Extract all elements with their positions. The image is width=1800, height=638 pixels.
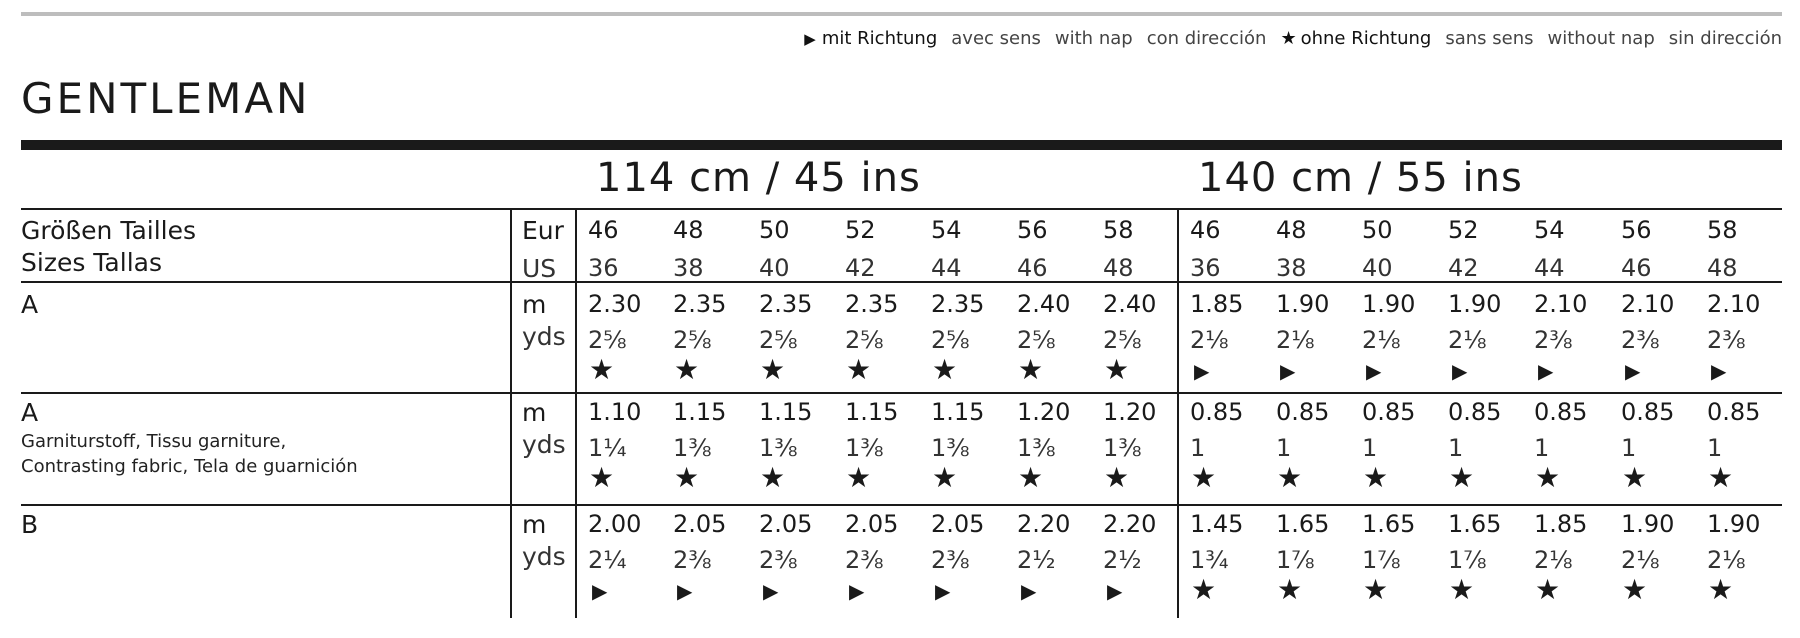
yards-value: 1⅜: [931, 434, 970, 462]
without-nap-star-icon: ★: [589, 461, 615, 494]
legend-nonap-en: without nap: [1547, 27, 1655, 49]
meters-value: 0.85: [1276, 398, 1330, 426]
yards-value: 2½: [1017, 546, 1056, 574]
yards-value: 1¼: [588, 434, 627, 462]
meters-value: 0.85: [1190, 398, 1244, 426]
yards-value: 1⅞: [1448, 546, 1487, 574]
with-nap-triangle-icon: ▶: [1107, 579, 1123, 603]
size-us: 42: [1448, 254, 1479, 282]
view-label: B: [21, 510, 39, 539]
with-nap-triangle-icon: ▶: [849, 579, 865, 603]
yards-value: 2⅜: [1534, 326, 1573, 354]
with-nap-triangle-icon: ▶: [1280, 359, 1296, 383]
unit-m: m: [522, 290, 547, 319]
view-description: Garniturstoff, Tissu garniture,: [21, 431, 287, 452]
yards-value: 1⅜: [759, 434, 798, 462]
meters-value: 0.85: [1448, 398, 1502, 426]
triangle-icon: ▶: [804, 29, 816, 48]
legend-nap: [804, 28, 937, 49]
meters-value: 2.20: [1103, 510, 1157, 538]
without-nap-star-icon: ★: [932, 353, 958, 386]
without-nap-star-icon: ★: [1018, 461, 1044, 494]
yards-value: 2⅝: [931, 326, 970, 354]
yards-value: 1⅜: [673, 434, 712, 462]
legend-nonap-es: sin dirección: [1668, 27, 1782, 49]
legend-nonap-label: ohne Richtung: [1300, 27, 1432, 49]
yards-value: 2½: [1103, 546, 1142, 574]
yards-value: 1¾: [1190, 546, 1229, 574]
without-nap-star-icon: ★: [760, 461, 786, 494]
meters-value: 1.65: [1276, 510, 1330, 538]
width-label-140: 140 cm / 55 ins: [1198, 155, 1523, 201]
meters-value: 1.20: [1103, 398, 1157, 426]
meters-value: 1.65: [1448, 510, 1502, 538]
yards-value: 2⅛: [1707, 546, 1746, 574]
meters-value: 2.10: [1534, 290, 1588, 318]
us-label: US: [522, 254, 557, 283]
meters-value: 2.30: [588, 290, 642, 318]
without-nap-star-icon: ★: [1535, 573, 1561, 606]
size-eur: 50: [759, 216, 790, 244]
sizes-label-line2: Sizes Tallas: [21, 248, 162, 277]
yards-value: 2⅝: [673, 326, 712, 354]
size-eur: 48: [1276, 216, 1307, 244]
size-eur: 52: [845, 216, 876, 244]
size-us: 38: [1276, 254, 1307, 282]
yards-value: 2⅜: [1707, 326, 1746, 354]
size-us: 40: [759, 254, 790, 282]
meters-value: 1.90: [1276, 290, 1330, 318]
meters-value: 0.85: [1362, 398, 1416, 426]
width-label-114: 114 cm / 45 ins: [596, 155, 921, 201]
without-nap-star-icon: ★: [589, 353, 615, 386]
meters-value: 1.85: [1534, 510, 1588, 538]
meters-value: 2.05: [931, 510, 985, 538]
without-nap-star-icon: ★: [1363, 573, 1389, 606]
yards-value: 1⅜: [1103, 434, 1142, 462]
without-nap-star-icon: ★: [1449, 573, 1475, 606]
meters-value: 2.35: [931, 290, 985, 318]
size-eur: 54: [931, 216, 962, 244]
without-nap-star-icon: ★: [1104, 461, 1130, 494]
meters-value: 2.40: [1017, 290, 1071, 318]
meters-value: 0.85: [1707, 398, 1761, 426]
size-eur: 48: [673, 216, 704, 244]
star-icon: ★: [1280, 27, 1297, 49]
yards-value: 2⅛: [1190, 326, 1229, 354]
without-nap-star-icon: ★: [674, 461, 700, 494]
yards-value: 2⅛: [1362, 326, 1401, 354]
with-nap-triangle-icon: ▶: [677, 579, 693, 603]
without-nap-star-icon: ★: [1018, 353, 1044, 386]
meters-value: 1.90: [1707, 510, 1761, 538]
meters-value: 1.20: [1017, 398, 1071, 426]
size-us: 44: [1534, 254, 1565, 282]
view-label: A: [21, 398, 39, 427]
eur-label: Eur: [522, 216, 564, 245]
size-us: 46: [1621, 254, 1652, 282]
yards-value: 2⅜: [673, 546, 712, 574]
meters-value: 1.10: [588, 398, 642, 426]
view-label: A: [21, 290, 39, 319]
without-nap-star-icon: ★: [1191, 573, 1217, 606]
without-nap-star-icon: ★: [1277, 461, 1303, 494]
legend-nonap-fr: sans sens: [1445, 27, 1534, 49]
size-us: 36: [1190, 254, 1221, 282]
without-nap-star-icon: ★: [674, 353, 700, 386]
meters-value: 2.10: [1621, 290, 1675, 318]
nap-legend: [804, 24, 1782, 52]
with-nap-triangle-icon: ▶: [1625, 359, 1641, 383]
yards-value: 2⅝: [1017, 326, 1056, 354]
without-nap-star-icon: ★: [760, 353, 786, 386]
without-nap-star-icon: ★: [1622, 573, 1648, 606]
meters-value: 1.15: [845, 398, 899, 426]
size-eur: 50: [1362, 216, 1393, 244]
yards-value: 2¼: [588, 546, 627, 574]
meters-value: 1.15: [931, 398, 985, 426]
yards-value: 1⅜: [1017, 434, 1056, 462]
yards-value: 2⅜: [845, 546, 884, 574]
meters-value: 2.00: [588, 510, 642, 538]
unit-column-divider: [510, 208, 512, 618]
with-nap-triangle-icon: ▶: [1194, 359, 1210, 383]
size-eur: 46: [1190, 216, 1221, 244]
with-nap-triangle-icon: ▶: [1538, 359, 1554, 383]
yards-value: 2⅛: [1534, 546, 1573, 574]
yards-value: 2⅝: [845, 326, 884, 354]
yards-value: 2⅝: [588, 326, 627, 354]
size-eur: 54: [1534, 216, 1565, 244]
meters-value: 2.40: [1103, 290, 1157, 318]
meters-value: 2.05: [845, 510, 899, 538]
yards-value: 2⅛: [1276, 326, 1315, 354]
yards-value: 1⅜: [845, 434, 884, 462]
without-nap-star-icon: ★: [1622, 461, 1648, 494]
yards-value: 1⅞: [1276, 546, 1315, 574]
size-eur: 52: [1448, 216, 1479, 244]
meters-value: 1.15: [673, 398, 727, 426]
meters-value: 1.15: [759, 398, 813, 426]
with-nap-triangle-icon: ▶: [592, 579, 608, 603]
yards-value: 1: [1190, 434, 1206, 462]
meters-value: 2.35: [845, 290, 899, 318]
size-us: 42: [845, 254, 876, 282]
with-nap-triangle-icon: ▶: [1452, 359, 1468, 383]
yards-value: 1: [1362, 434, 1378, 462]
with-nap-triangle-icon: ▶: [1366, 359, 1382, 383]
size-eur: 58: [1103, 216, 1134, 244]
meters-value: 1.85: [1190, 290, 1244, 318]
unit-yds: yds: [522, 430, 566, 459]
meters-value: 1.45: [1190, 510, 1244, 538]
legend-nap-es: con dirección: [1146, 27, 1267, 49]
size-us: 46: [1017, 254, 1048, 282]
unit-m: m: [522, 398, 547, 427]
meters-value: 2.05: [759, 510, 813, 538]
size-us: 36: [588, 254, 619, 282]
yards-value: 1: [1621, 434, 1637, 462]
unit-yds: yds: [522, 322, 566, 351]
size-eur: 46: [588, 216, 619, 244]
yards-value: 2⅜: [1621, 326, 1660, 354]
with-nap-triangle-icon: ▶: [1711, 359, 1727, 383]
without-nap-star-icon: ★: [932, 461, 958, 494]
yards-value: 1: [1707, 434, 1723, 462]
yards-value: 2⅝: [759, 326, 798, 354]
without-nap-star-icon: ★: [1191, 461, 1217, 494]
meters-value: 2.05: [673, 510, 727, 538]
row-divider: [21, 208, 1782, 210]
size-eur: 56: [1621, 216, 1652, 244]
size-us: 38: [673, 254, 704, 282]
legend-nap-fr: avec sens: [951, 27, 1041, 49]
size-us: 48: [1103, 254, 1134, 282]
size-eur: 58: [1707, 216, 1738, 244]
size-us: 44: [931, 254, 962, 282]
yards-value: 1⅞: [1362, 546, 1401, 574]
without-nap-star-icon: ★: [1535, 461, 1561, 494]
legend-nonap: [1280, 28, 1431, 49]
top-rule: [21, 12, 1782, 16]
yards-value: 1: [1448, 434, 1464, 462]
row-divider: [21, 504, 1782, 506]
meters-value: 0.85: [1534, 398, 1588, 426]
with-nap-triangle-icon: ▶: [763, 579, 779, 603]
size-eur: 56: [1017, 216, 1048, 244]
meters-value: 2.35: [673, 290, 727, 318]
without-nap-star-icon: ★: [846, 353, 872, 386]
eur-column-divider: [575, 208, 577, 618]
sizes-label-line1: Größen Tailles: [21, 216, 197, 245]
meters-value: 1.90: [1362, 290, 1416, 318]
unit-m: m: [522, 510, 547, 539]
title-rule: [21, 140, 1782, 150]
yards-value: 2⅝: [1103, 326, 1142, 354]
without-nap-star-icon: ★: [846, 461, 872, 494]
yards-value: 2⅛: [1621, 546, 1660, 574]
meters-value: 2.35: [759, 290, 813, 318]
yards-value: 2⅛: [1448, 326, 1487, 354]
without-nap-star-icon: ★: [1708, 573, 1734, 606]
row-divider: [21, 392, 1782, 394]
meters-value: 2.10: [1707, 290, 1761, 318]
meters-value: 1.65: [1362, 510, 1416, 538]
yards-value: 1: [1534, 434, 1550, 462]
yards-value: 2⅜: [759, 546, 798, 574]
without-nap-star-icon: ★: [1277, 573, 1303, 606]
meters-value: 1.90: [1621, 510, 1675, 538]
meters-value: 0.85: [1621, 398, 1675, 426]
yards-value: 2⅜: [931, 546, 970, 574]
view-description: Contrasting fabric, Tela de guarnición: [21, 456, 358, 477]
without-nap-star-icon: ★: [1708, 461, 1734, 494]
page-title: GENTLEMAN: [21, 74, 311, 123]
legend-nap-en: with nap: [1054, 27, 1133, 49]
size-us: 48: [1707, 254, 1738, 282]
legend-nap-label: mit Richtung: [821, 27, 938, 49]
row-divider: [21, 281, 1782, 283]
with-nap-triangle-icon: ▶: [1021, 579, 1037, 603]
without-nap-star-icon: ★: [1449, 461, 1475, 494]
unit-yds: yds: [522, 542, 566, 571]
width-divider: [1177, 208, 1179, 618]
with-nap-triangle-icon: ▶: [935, 579, 951, 603]
without-nap-star-icon: ★: [1104, 353, 1130, 386]
without-nap-star-icon: ★: [1363, 461, 1389, 494]
size-us: 40: [1362, 254, 1393, 282]
meters-value: 1.90: [1448, 290, 1502, 318]
yards-value: 1: [1276, 434, 1292, 462]
meters-value: 2.20: [1017, 510, 1071, 538]
